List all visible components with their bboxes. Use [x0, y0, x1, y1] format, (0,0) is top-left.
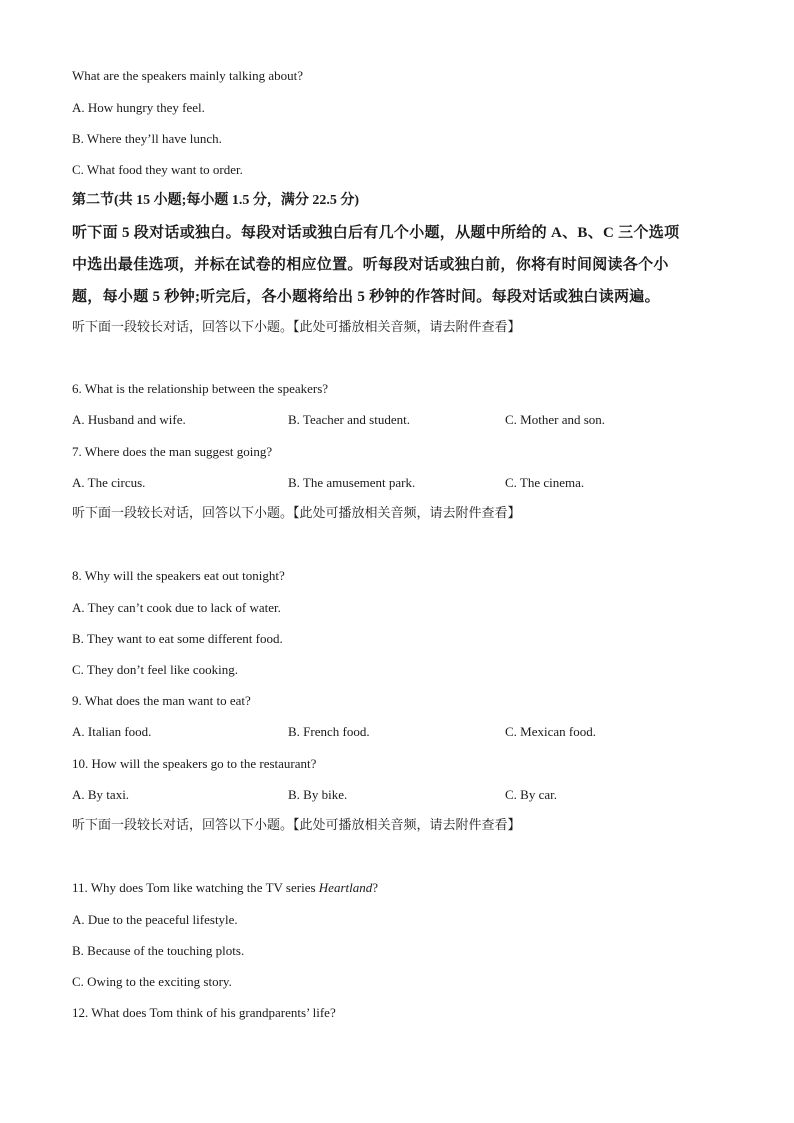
- q9-stem: 9. What does the man want to eat?: [72, 693, 251, 708]
- q6-option-b: B. Teacher and student.: [288, 412, 410, 427]
- audio-note: 听下面一段较长对话，回答以下小题。【此处可播放相关音频，请去附件查看】: [72, 320, 521, 335]
- q5-option-a: A. How hungry they feel.: [72, 100, 205, 115]
- q11-stem: [72, 880, 378, 896]
- q11-stem-text: 11. Why does Tom like watching the TV series: [72, 880, 319, 895]
- q12-stem: 12. What does Tom think of his grandparents’ life?: [72, 1005, 336, 1020]
- q11-option-c: C. Owing to the exciting story.: [72, 974, 232, 989]
- q7-option-a: A. The circus.: [72, 475, 146, 490]
- q7-option-b: B. The amusement park.: [288, 475, 416, 490]
- q5-option-b: B. Where they’ll have lunch.: [72, 131, 222, 146]
- section-instructions-line-3: 题，每小题 5 秒钟;听完后，各小题将给出 5 秒钟的作答时间。每段对话或独白读两遍。: [72, 289, 660, 305]
- q9-option-b: B. French food.: [288, 724, 370, 739]
- q8-option-b: B. They want to eat some different food.: [72, 631, 283, 646]
- q6-stem: 6. What is the relationship between the speakers?: [72, 381, 329, 396]
- audio-note: 听下面一段较长对话，回答以下小题。【此处可播放相关音频，请去附件查看】: [72, 818, 521, 833]
- q10-stem: 10. How will the speakers go to the restaurant?: [72, 756, 317, 771]
- q6-option-a: A. Husband and wife.: [72, 412, 186, 427]
- q11-option-a: A. Due to the peaceful lifestyle.: [72, 912, 238, 927]
- audio-note: 听下面一段较长对话，回答以下小题。【此处可播放相关音频，请去附件查看】: [72, 506, 521, 521]
- section-instructions-line-2: 中选出最佳选项，并标在试卷的相应位置。听每段对话或独白前，你将有时间阅读各个小: [72, 257, 669, 273]
- q11-series-title: Heartland: [318, 880, 373, 895]
- q7-stem: 7. Where does the man suggest going?: [72, 444, 273, 459]
- q10-option-c: C. By car.: [505, 787, 557, 802]
- q6-option-c: C. Mother and son.: [505, 412, 606, 427]
- q10-option-a: A. By taxi.: [72, 787, 130, 802]
- q10-option-b: B. By bike.: [288, 787, 348, 802]
- q11-option-b: B. Because of the touching plots.: [72, 943, 245, 958]
- section-title: 第二节(共 15 小题;每小题 1.5 分，满分 22.5 分): [72, 193, 359, 208]
- q7-option-c: C. The cinema.: [505, 475, 585, 490]
- q8-option-a: A. They can’t cook due to lack of water.: [72, 600, 281, 615]
- q5-stem: What are the speakers mainly talking about?: [72, 68, 304, 83]
- q5-option-c: C. What food they want to order.: [72, 162, 243, 177]
- q11-stem-end: ?: [372, 880, 379, 895]
- q8-option-c: C. They don’t feel like cooking.: [72, 662, 238, 677]
- q8-stem: 8. Why will the speakers eat out tonight?: [72, 568, 285, 583]
- section-instructions-line-1: 听下面 5 段对话或独白。每段对话或独白后有几个小题，从题中所给的 A、B、C 三个选项: [72, 225, 680, 241]
- q9-option-c: C. Mexican food.: [505, 724, 596, 739]
- q9-option-a: A. Italian food.: [72, 724, 152, 739]
